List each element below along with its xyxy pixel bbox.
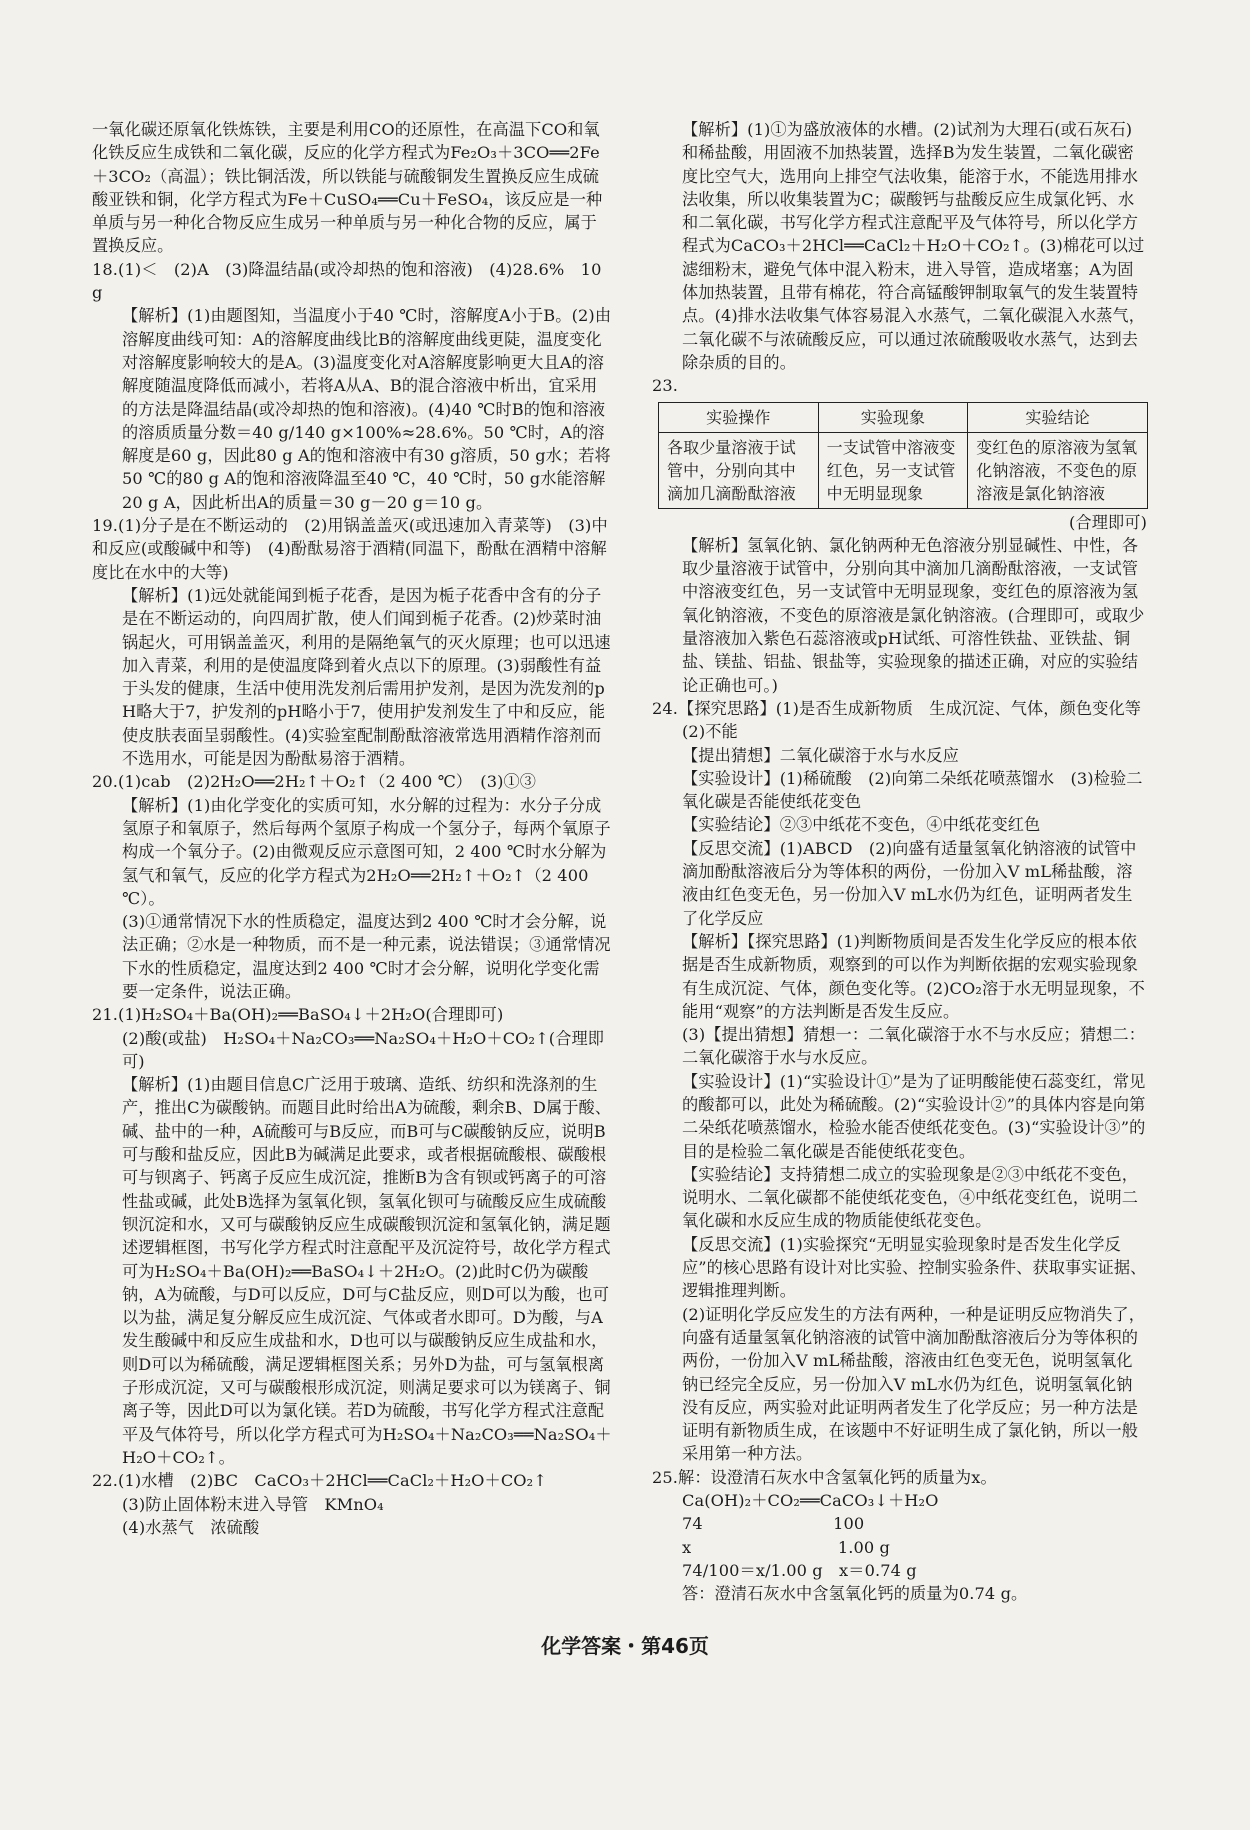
text-paragraph: 一氧化碳还原氧化铁炼铁，主要是利用CO的还原性，在高温下CO和氧化铁反应生成铁和二氧化碳，反应的化学方程式为Fe₂O₃＋3CO══2Fe＋3CO₂（高温）；铁比铜活泼，所以铁能与硫酸铜发生置换反应生成硫酸亚铁和铜，化学方程式为Fe＋CuSO₄══Cu＋FeSO₄，该反应是一种单质与另一种化合物反应生成另一种单质与另一种化合物的反应，属于置换反应。	[92, 120, 603, 256]
text-paragraph: 22.(1)水槽 (2)BC CaCO₃＋2HCl══CaCl₂＋H₂O＋CO₂↑	[92, 1471, 547, 1491]
text-paragraph: 【解析】【探究思路】(1)判断物质间是否发生化学反应的根本依据是否生成新物质，观察到的可以作为判断依据的宏观实验现象有生成沉淀、气体，颜色变化等。(2)CO₂溶于水无明显现象，不能用“观察”的方法判断是否发生反应。	[682, 931, 1145, 1021]
text-paragraph: 【解析】氢氧化钠、氯化钠两种无色溶液分别显碱性、中性，各取少量溶液于试管中，分别向其中滴加几滴酚酞溶液，一支试管中溶液变红色，另一支试管中无明显现象，变红色的原溶液为氢氧化钠溶液，不变色的原溶液是氯化钠溶液。(合理即可，或取少量溶液加入紫色石蕊溶液或pH试纸、可溶性铁盐、亚铁盐、铜盐、镁盐、铝盐、银盐等，实验现象的描述正确，对应的实验结论正确也可。)	[682, 535, 1145, 695]
text-paragraph: 【解析】(1)由题目信息C广泛用于玻璃、造纸、纺织和洗涤剂的生产，推出C为碳酸钠。而题目此时给出A为硫酸，剩余B、D属于酸、碱、盐中的一种，A硫酸可与B反应，而B可与C碳酸钠反应，说明B可与酸和盐反应，因此B为碱满足此要求，或者根据硫酸根、碳酸根可与钡离子、钙离子反应生成沉淀，推断B为含有钡或钙离子的可溶性盐或碱，此处B选择为氢氧化钡，氢氧化钡可与硫酸反应生成硫酸钡沉淀和水，又可与碳酸钠反应生成碳酸钡沉淀和氢氧化钠，满足题述逻辑框图，书写化学方程式时注意配平及沉淀符号，故化学方程式可为H₂SO₄＋Ba(OH)₂══BaSO₄↓＋2H₂O。(2)此时C仍为碳酸钠，A为硫酸，与D可以反应，D可与C盐反应，则D可以为酸，也可以为盐，满足复分解反应生成沉淀、气体或者水即可。D为酸，与A发生酸碱中和反应生成盐和水，D也可以与碳酸钠反应生成盐和水，则D可以为稀硫酸，满足逻辑框图关系；另外D为盐，可与氢氧根离子形成沉淀，又可与碳酸根形成沉淀，则满足要求可以为镁离子、铜离子等，因此D可以为氯化镁。若D为硫酸，书写化学方程式注意配平及气体符号，所以化学方程式可为H₂SO₄＋Na₂CO₃══Na₂SO₄＋H₂O＋CO₂↑。	[122, 1075, 612, 1467]
table-note: (合理即可)	[1069, 512, 1147, 532]
text-paragraph: 【提出猜想】二氧化碳溶于水与水反应	[682, 745, 959, 765]
table-header-cell: 实验结论	[968, 402, 1148, 432]
text-paragraph: 【解析】(1)由化学变化的实质可知，水分解的过程为：水分子分成氢原子和氧原子，然后每两个氢原子构成一个氢分子，每两个氧原子构成一个氧分子。(2)由微观反应示意图可知，2 400 ℃时水分解为氢气和氧气，反应的化学方程式为2H₂O══2H₂↑＋O₂↑（2 400 ℃）。	[122, 795, 611, 908]
table-header-cell: 实验现象	[818, 402, 968, 432]
text-paragraph: 19.(1)分子是在不断运动的 (2)用锅盖盖灭(或迅速加入青菜等) (3)中和反应(或酸碱中和等) (4)酚酞易溶于酒精(同温下，酚酞在酒精中溶解度比在水中的大等)	[92, 516, 608, 582]
text-paragraph: 【实验结论】支持猜想二成立的实验现象是②③中纸花不变色，说明水、二氧化碳都不能使纸花变色，④中纸花变红色，说明二氧化碳和水反应生成的物质能使纸花变色。	[682, 1164, 1139, 1231]
text-paragraph: (3)【提出猜想】猜想一：二氧化碳溶于水不与水反应；猜想二：二氧化碳溶于水与水反应。	[682, 1025, 1145, 1068]
text-paragraph: (2)不能	[682, 722, 738, 742]
text-paragraph: 答：澄清石灰水中含氢氧化钙的质量为0.74 g。	[682, 1584, 1028, 1604]
text-paragraph: (2)酸(或盐) H₂SO₄＋Na₂CO₃══Na₂SO₄＋H₂O＋CO₂↑(合理即可)	[122, 1028, 605, 1071]
text-paragraph: 20.(1)cab (2)2H₂O══2H₂↑＋O₂↑（2 400 ℃） (3)①③	[92, 772, 537, 792]
table-cell: 变红色的原溶液为氢氧化钠溶液，不变色的原溶液是氯化钠溶液	[968, 432, 1148, 508]
table-cell: 各取少量溶液于试管中，分别向其中滴加几滴酚酞溶液	[659, 432, 819, 508]
text-paragraph: 【解析】(1)远处就能闻到栀子花香，是因为栀子花香中含有的分子是在不断运动的，向四周扩散，使人们闻到栀子花香。(2)炒菜时油锅起火，可用锅盖盖灭，利用的是隔绝氧气的灭火原理；也可以迅速加入青菜，利用的是使温度降到着火点以下的原理。(3)弱酸性有益于头发的健康，生活中使用洗发剂后需用护发剂，是因为洗发剂的pH略大于7，护发剂的pH略小于7，使用护发剂发生了中和反应，能使皮肤表面呈弱酸性。(4)实验室配制酚酞溶液常选用酒精作溶剂而不选用水，可能是因为酚酞易溶于酒精。	[122, 585, 611, 769]
table-header-cell: 实验操作	[659, 402, 819, 432]
left-column	[92, 118, 612, 1539]
text-paragraph: 74 100	[682, 1514, 865, 1534]
text-paragraph: 21.(1)H₂SO₄＋Ba(OH)₂══BaSO₄↓＋2H₂O(合理即可)	[92, 1005, 504, 1025]
text-paragraph: (3)防止固体粉末进入导管 KMnO₄	[122, 1494, 384, 1514]
right-bottom-block	[652, 534, 1147, 1606]
text-paragraph: (3)①通常情况下水的性质稳定，温度达到2 400 ℃时才会分解，说法正确；②水是一种物质，而不是一种元素，说法错误；③通常情况下水的性质稳定，温度达到2 400 ℃时才会分解，说明化学变化需要一定条件，说法正确。	[122, 912, 611, 1001]
text-paragraph: 18.(1)＜ (2)A (3)降温结晶(或冷却热的饱和溶液) (4)28.6% 10 g	[92, 259, 602, 303]
text-paragraph: (4)水蒸气 浓硫酸	[122, 1517, 260, 1537]
text-paragraph: 【反思交流】(1)实验探究“无明显实验现象时是否发生化学反应”的核心思路有设计对比实验、控制实验条件、获取事实证据、逻辑推理判断。	[682, 1234, 1147, 1301]
experiment-table	[658, 402, 1148, 509]
text-paragraph: 【解析】(1)由题图知，当温度小于40 ℃时，溶解度A小于B。(2)由溶解度曲线可知：A的溶解度曲线比B的溶解度曲线更陡，温度变化对溶解度影响较大的是A。(3)温度变化对A溶解度影响更大且A的溶解度随温度降低而减小，若将A从A、B的混合溶液中析出，宜采用的方法是降温结晶(或冷却热的饱和溶液)。(4)40 ℃时B的饱和溶液的溶质质量分数＝40 g/140 g×100%≈28.6%。50 ℃时，A的溶解度是60 g，因此80 g A的饱和溶液中有30 g溶质，50 g水；若将50 ℃的80 g A的饱和溶液降温至40 ℃，40 ℃时，50 g水能溶解20 g A，因此析出A的质量＝30 g－20 g＝10 g。	[122, 306, 612, 512]
text-paragraph: 【实验设计】(1)稀硫酸 (2)向第二朵纸花喷蒸馏水 (3)检验二氧化碳是否能使纸花变色	[682, 768, 1143, 812]
right-column	[652, 118, 1147, 1606]
text-paragraph: (2)证明化学反应发生的方法有两种，一种是证明反应物消失了，向盛有适量氢氧化钠溶液的试管中滴加酚酞溶液后分为等体积的两份，一份加入V mL稀盐酸，溶液由红色变无色，说明氢氧化钠已经完全反应，另一份加入V mL水仍为红色，说明氢氧化钠没有反应，两实验对此证明两者发生了化学反应；另一种方法是证明有新物质生成，在该题中不好证明生成了氯化钠，所以一般采用第一种方法。	[682, 1304, 1145, 1464]
text-paragraph: 【实验设计】(1)“实验设计①”是为了证明酸能使石蕊变红，常见的酸都可以，此处为稀硫酸。(2)“实验设计②”的具体内容是向第二朵纸花喷蒸馏水，检验水能否使纸花变色。(3)“实验设计③”的目的是检验二氧化碳是否能使纸花变色。	[682, 1071, 1146, 1161]
text-paragraph: 【解析】(1)①为盛放液体的水槽。(2)试剂为大理石(或石灰石)和稀盐酸，用固液不加热装置，选择B为发生装置，二氧化碳密度比空气大，选用向上排空气法收集，能溶于水，不能选用排水法收集，所以收集装置为C；碳酸钙与盐酸反应生成氯化钙、水和二氧化碳，书写化学方程式注意配平及气体符号，所以化学方程式为CaCO₃＋2HCl══CaCl₂＋H₂O＋CO₂↑。(3)棉花可以过滤细粉末，避免气体中混入粉末，进入导管，造成堵塞；A为固体加热装置，且带有棉花，符合高锰酸钾制取氧气的发生装置特点。(4)排水法收集气体容易混入水蒸气，二氧化碳混入水蒸气，二氧化碳不与浓硫酸反应，可以通过浓硫酸吸收水蒸气，达到去除杂质的目的。	[682, 120, 1145, 372]
text-paragraph: Ca(OH)₂＋CO₂══CaCO₃↓＋H₂O	[682, 1491, 939, 1511]
table-cell: 一支试管中溶液变红色，另一支试管中无明显现象	[818, 432, 968, 508]
text-paragraph: 24.【探究思路】(1)是否生成新物质 生成沉淀、气体，颜色变化等	[652, 698, 1142, 718]
table-header-row	[659, 402, 1148, 432]
right-top-block	[652, 118, 1147, 398]
text-paragraph: 【反思交流】(1)ABCD (2)向盛有适量氢氧化钠溶液的试管中滴加酚酞溶液后分为等体积的两份，一份加入V mL稀盐酸，溶液由红色变无色，另一份加入V mL水仍为红色，证明两者发生了化学反应	[682, 838, 1137, 928]
text-paragraph: x 1.00 g	[682, 1537, 890, 1557]
table-row	[659, 432, 1148, 508]
text-paragraph: 【实验结论】②③中纸花不变色，④中纸花变红色	[682, 815, 1041, 835]
text-paragraph: 25.解：设澄清石灰水中含氢氧化钙的质量为x。	[652, 1467, 997, 1487]
text-paragraph: 23.	[652, 376, 679, 396]
page-footer: 化学答案・第46页	[541, 1634, 709, 1658]
text-paragraph: 74/100＝x/1.00 g x＝0.74 g	[682, 1560, 917, 1580]
